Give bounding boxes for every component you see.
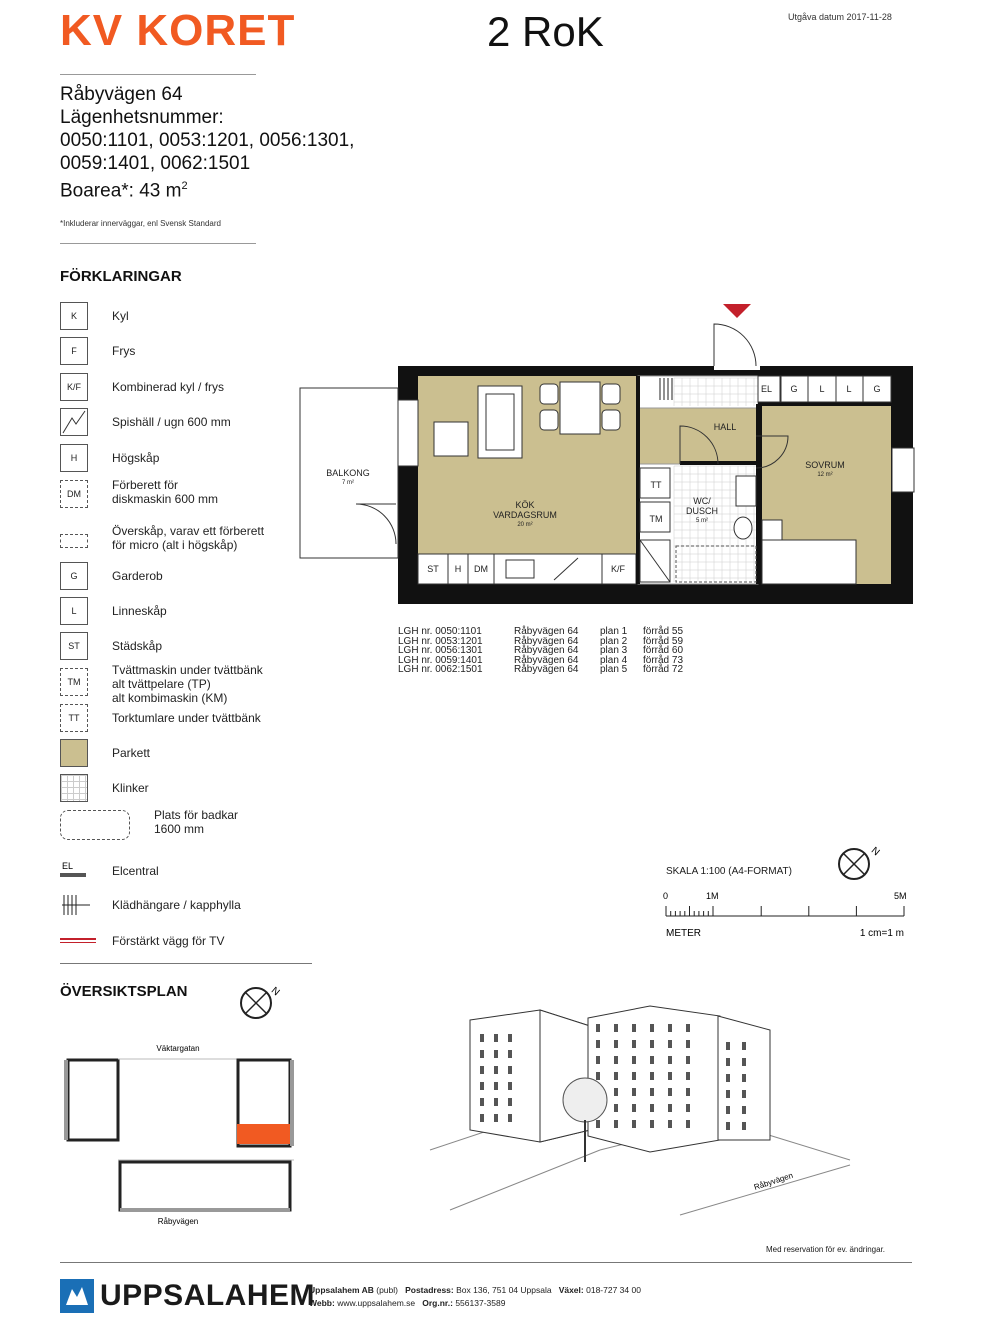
building-window	[494, 1082, 498, 1090]
building-window	[650, 1088, 654, 1096]
footer-contact-line1: Uppsalahem AB (publ) Postadress: Box 136, 751 04 Uppsala Växel: 018-727 34 00	[309, 1285, 641, 1295]
legend-code-box: G	[60, 562, 88, 590]
overhead-cabinet-icon	[60, 534, 88, 548]
legend-label: Städskåp	[112, 639, 163, 653]
building-window	[686, 1072, 690, 1080]
building-window	[742, 1058, 746, 1066]
building-window	[726, 1074, 730, 1082]
scale-label: SKALA 1:100 (A4-FORMAT)	[666, 866, 792, 877]
legend-code-box: L	[60, 597, 88, 625]
building-window	[686, 1056, 690, 1064]
legend-label: Plats för badkar 1600 mm	[154, 808, 239, 836]
compass-north-label: N	[268, 985, 282, 999]
units-table	[398, 627, 683, 675]
legend-code-box: F	[60, 337, 88, 365]
building-window	[668, 1024, 672, 1032]
issue-date: Utgåva datum 2017-11-28	[788, 12, 892, 22]
building-window	[494, 1050, 498, 1058]
building-window	[650, 1024, 654, 1032]
street-label-3d: Råbyvägen	[752, 1170, 795, 1192]
building-window	[480, 1066, 484, 1074]
building-window	[726, 1090, 730, 1098]
reservation-note: Med reservation för ev. ändringar.	[766, 1245, 886, 1254]
scale-one: 1M	[706, 891, 719, 901]
unit-row: LGH nr. 0053:1201 Råbyvägen 64 plan 2 förråd 59	[398, 635, 684, 647]
building-window	[668, 1104, 672, 1112]
building-window	[632, 1024, 636, 1032]
building-window	[632, 1120, 636, 1128]
legend-label: Elcentral	[112, 864, 159, 878]
building-window	[742, 1074, 746, 1082]
apartment-type: 2 RoK	[487, 8, 604, 55]
building-window	[632, 1072, 636, 1080]
building-window	[726, 1042, 730, 1050]
legend-label: Klädhängare / kapphylla	[112, 898, 241, 912]
overview-title: ÖVERSIKTSPLAN	[60, 983, 188, 1000]
overview-street-top: Väktargatan	[156, 1044, 200, 1053]
building-window	[508, 1066, 512, 1074]
building-window	[596, 1024, 600, 1032]
street-address: Råbyvägen 64	[60, 84, 183, 105]
tt-label: TT	[650, 480, 662, 490]
room-hall: HALL	[713, 422, 737, 432]
building-window	[726, 1106, 730, 1114]
legend-label: Klinker	[112, 781, 149, 795]
building-window	[494, 1114, 498, 1122]
building-window	[614, 1104, 618, 1112]
dm-label: DM	[474, 564, 488, 574]
building-window	[650, 1056, 654, 1064]
building-window	[742, 1042, 746, 1050]
legend-code-box: TT	[60, 704, 88, 732]
wardrobe-g-1: G	[790, 384, 798, 394]
legend-code-box: DM	[60, 480, 88, 508]
building-window	[668, 1120, 672, 1128]
scale-ratio: 1 cm=1 m	[859, 928, 904, 939]
legend-code-box: H	[60, 444, 88, 472]
building-window	[494, 1034, 498, 1042]
building-window	[614, 1056, 618, 1064]
linen-l-1: L	[819, 384, 825, 394]
building-window	[726, 1058, 730, 1066]
overview-street-bottom: Råbyvägen	[157, 1217, 199, 1226]
building-window	[632, 1088, 636, 1096]
wardrobe-g-2: G	[873, 384, 881, 394]
building-window	[614, 1120, 618, 1128]
building-window	[686, 1024, 690, 1032]
building-window	[614, 1072, 618, 1080]
divider	[60, 963, 312, 964]
legend-code-box: K	[60, 302, 88, 330]
building-window	[596, 1056, 600, 1064]
kf-label: K/F	[610, 564, 626, 574]
building-window	[596, 1072, 600, 1080]
bathtub-icon	[60, 810, 130, 840]
building-window	[632, 1056, 636, 1064]
apt-numbers-line1: 0050:1101, 0053:1201, 0056:1301,	[60, 130, 355, 151]
legend-label: Frys	[112, 344, 136, 358]
compass-icon	[834, 842, 884, 884]
footer-contact-line2: Webb: www.uppsalahem.se Org.nr.: 556137-3589	[309, 1298, 506, 1308]
building-window	[742, 1122, 746, 1130]
building-window	[508, 1098, 512, 1106]
building-window	[480, 1082, 484, 1090]
building-window	[668, 1088, 672, 1096]
h-label: H	[454, 564, 462, 574]
uppsalahem-logo-icon	[60, 1279, 94, 1313]
legend-label: Parkett	[112, 746, 151, 760]
legend-title: FÖRKLARINGAR	[60, 268, 182, 285]
coat-hanger-icon	[60, 891, 92, 919]
svg-text:EL: EL	[62, 861, 74, 871]
building-window	[480, 1034, 484, 1042]
building-window	[686, 1040, 690, 1048]
building-window	[742, 1106, 746, 1114]
building-window	[508, 1034, 512, 1042]
building-window	[480, 1114, 484, 1122]
building-window	[596, 1120, 600, 1128]
building-window	[632, 1104, 636, 1112]
building-window	[480, 1098, 484, 1106]
building-window	[686, 1120, 690, 1128]
legend-label: Spishäll / ugn 600 mm	[112, 415, 231, 429]
legend-label: Förberett för diskmaskin 600 mm	[112, 478, 219, 506]
apt-numbers-line2: 0059:1401, 0062:1501	[60, 153, 251, 174]
building-window	[614, 1088, 618, 1096]
legend-label: Kombinerad kyl / frys	[112, 380, 225, 394]
legend-label: Torktumlare under tvättbänk	[112, 711, 261, 725]
building-window	[508, 1114, 512, 1122]
legend-label: Linneskåp	[112, 604, 167, 618]
building-window	[650, 1072, 654, 1080]
scale-unit: METER	[666, 928, 701, 939]
unit-row: LGH nr. 0059:1401 Råbyvägen 64 plan 4 förråd 73	[398, 654, 684, 666]
legend-label: Förstärkt vägg för TV	[112, 934, 225, 948]
legend-label: Högskåp	[112, 451, 160, 465]
footer-divider	[60, 1262, 912, 1263]
apt-number-label: Lägenhetsnummer:	[60, 107, 224, 128]
scale-bar	[660, 886, 920, 940]
unit-row: LGH nr. 0062:1501 Råbyvägen 64 plan 5 förråd 72	[398, 664, 684, 675]
legend-code-box: K/F	[60, 373, 88, 401]
building-window	[508, 1082, 512, 1090]
legend-label: Tvättmaskin under tvättbänk alt tvättpelare (TP) alt kombimaskin (KM)	[112, 663, 263, 705]
tile-swatch	[60, 774, 88, 802]
scale-zero: 0	[663, 891, 669, 901]
building-window	[686, 1104, 690, 1112]
footer-logo-text: UPPSALAHEM	[100, 1279, 316, 1312]
electric-panel-icon	[60, 857, 88, 885]
divider	[60, 74, 256, 75]
building-window	[508, 1050, 512, 1058]
room-wc: WC/ DUSCH 5 m²	[685, 496, 718, 524]
building-window	[480, 1050, 484, 1058]
stove-icon	[60, 408, 88, 436]
tv-wall-icon	[60, 927, 96, 955]
divider	[60, 243, 256, 244]
legend-label: Överskåp, varav ett förberett för micro (alt i högskåp)	[112, 524, 265, 552]
building-window	[596, 1040, 600, 1048]
address-block	[60, 83, 354, 202]
legend-label: Kyl	[112, 309, 129, 323]
unit-row: LGH nr. 0056:1301 Råbyvägen 64 plan 3 förråd 60	[398, 645, 684, 656]
unit-row: LGH nr. 0050:1101 Råbyvägen 64 plan 1 förråd 55	[398, 626, 684, 637]
el-central-label: EL	[761, 384, 773, 394]
legend-code-box: ST	[60, 632, 88, 660]
building-window	[686, 1088, 690, 1096]
tm-label: TM	[649, 514, 663, 524]
floor-plan	[296, 296, 920, 610]
building-window	[668, 1072, 672, 1080]
project-title: KV KORET	[60, 6, 296, 55]
building-window	[668, 1040, 672, 1048]
building-window	[668, 1056, 672, 1064]
living-area: Boarea*: 43 $m^2$	[60, 180, 188, 202]
compass-icon	[236, 982, 284, 1022]
building-window	[494, 1098, 498, 1106]
building-window	[494, 1066, 498, 1074]
legend-code-box: TM	[60, 668, 88, 696]
overview-apartment-highlight	[237, 1124, 290, 1144]
compass-north-label: N	[868, 845, 882, 859]
building-window	[650, 1040, 654, 1048]
building-illustration	[420, 990, 860, 1222]
building-window	[650, 1120, 654, 1128]
building-window	[742, 1090, 746, 1098]
room-balcony: BALKONG 7 m²	[326, 468, 370, 486]
building-window	[614, 1040, 618, 1048]
building-window	[650, 1104, 654, 1112]
building-window	[632, 1040, 636, 1048]
st-label: ST	[427, 564, 439, 574]
entrance-marker	[723, 304, 751, 318]
linen-l-2: L	[846, 384, 852, 394]
parquet-swatch	[60, 739, 88, 767]
area-footnote: *Inkluderar innerväggar, enl Svensk Standard	[60, 219, 221, 228]
overview-site-plan	[60, 1040, 300, 1230]
footer-website-link[interactable]: www.uppsalahem.se	[337, 1298, 416, 1308]
legend-label: Garderob	[112, 569, 163, 583]
scale-five: 5M	[894, 891, 907, 901]
room-kitchen-living: KÖK VARDAGSRUM 20 m²	[493, 500, 557, 528]
room-bedroom: SOVRUM 12 m²	[805, 460, 845, 478]
building-window	[614, 1024, 618, 1032]
building-window	[726, 1122, 730, 1130]
